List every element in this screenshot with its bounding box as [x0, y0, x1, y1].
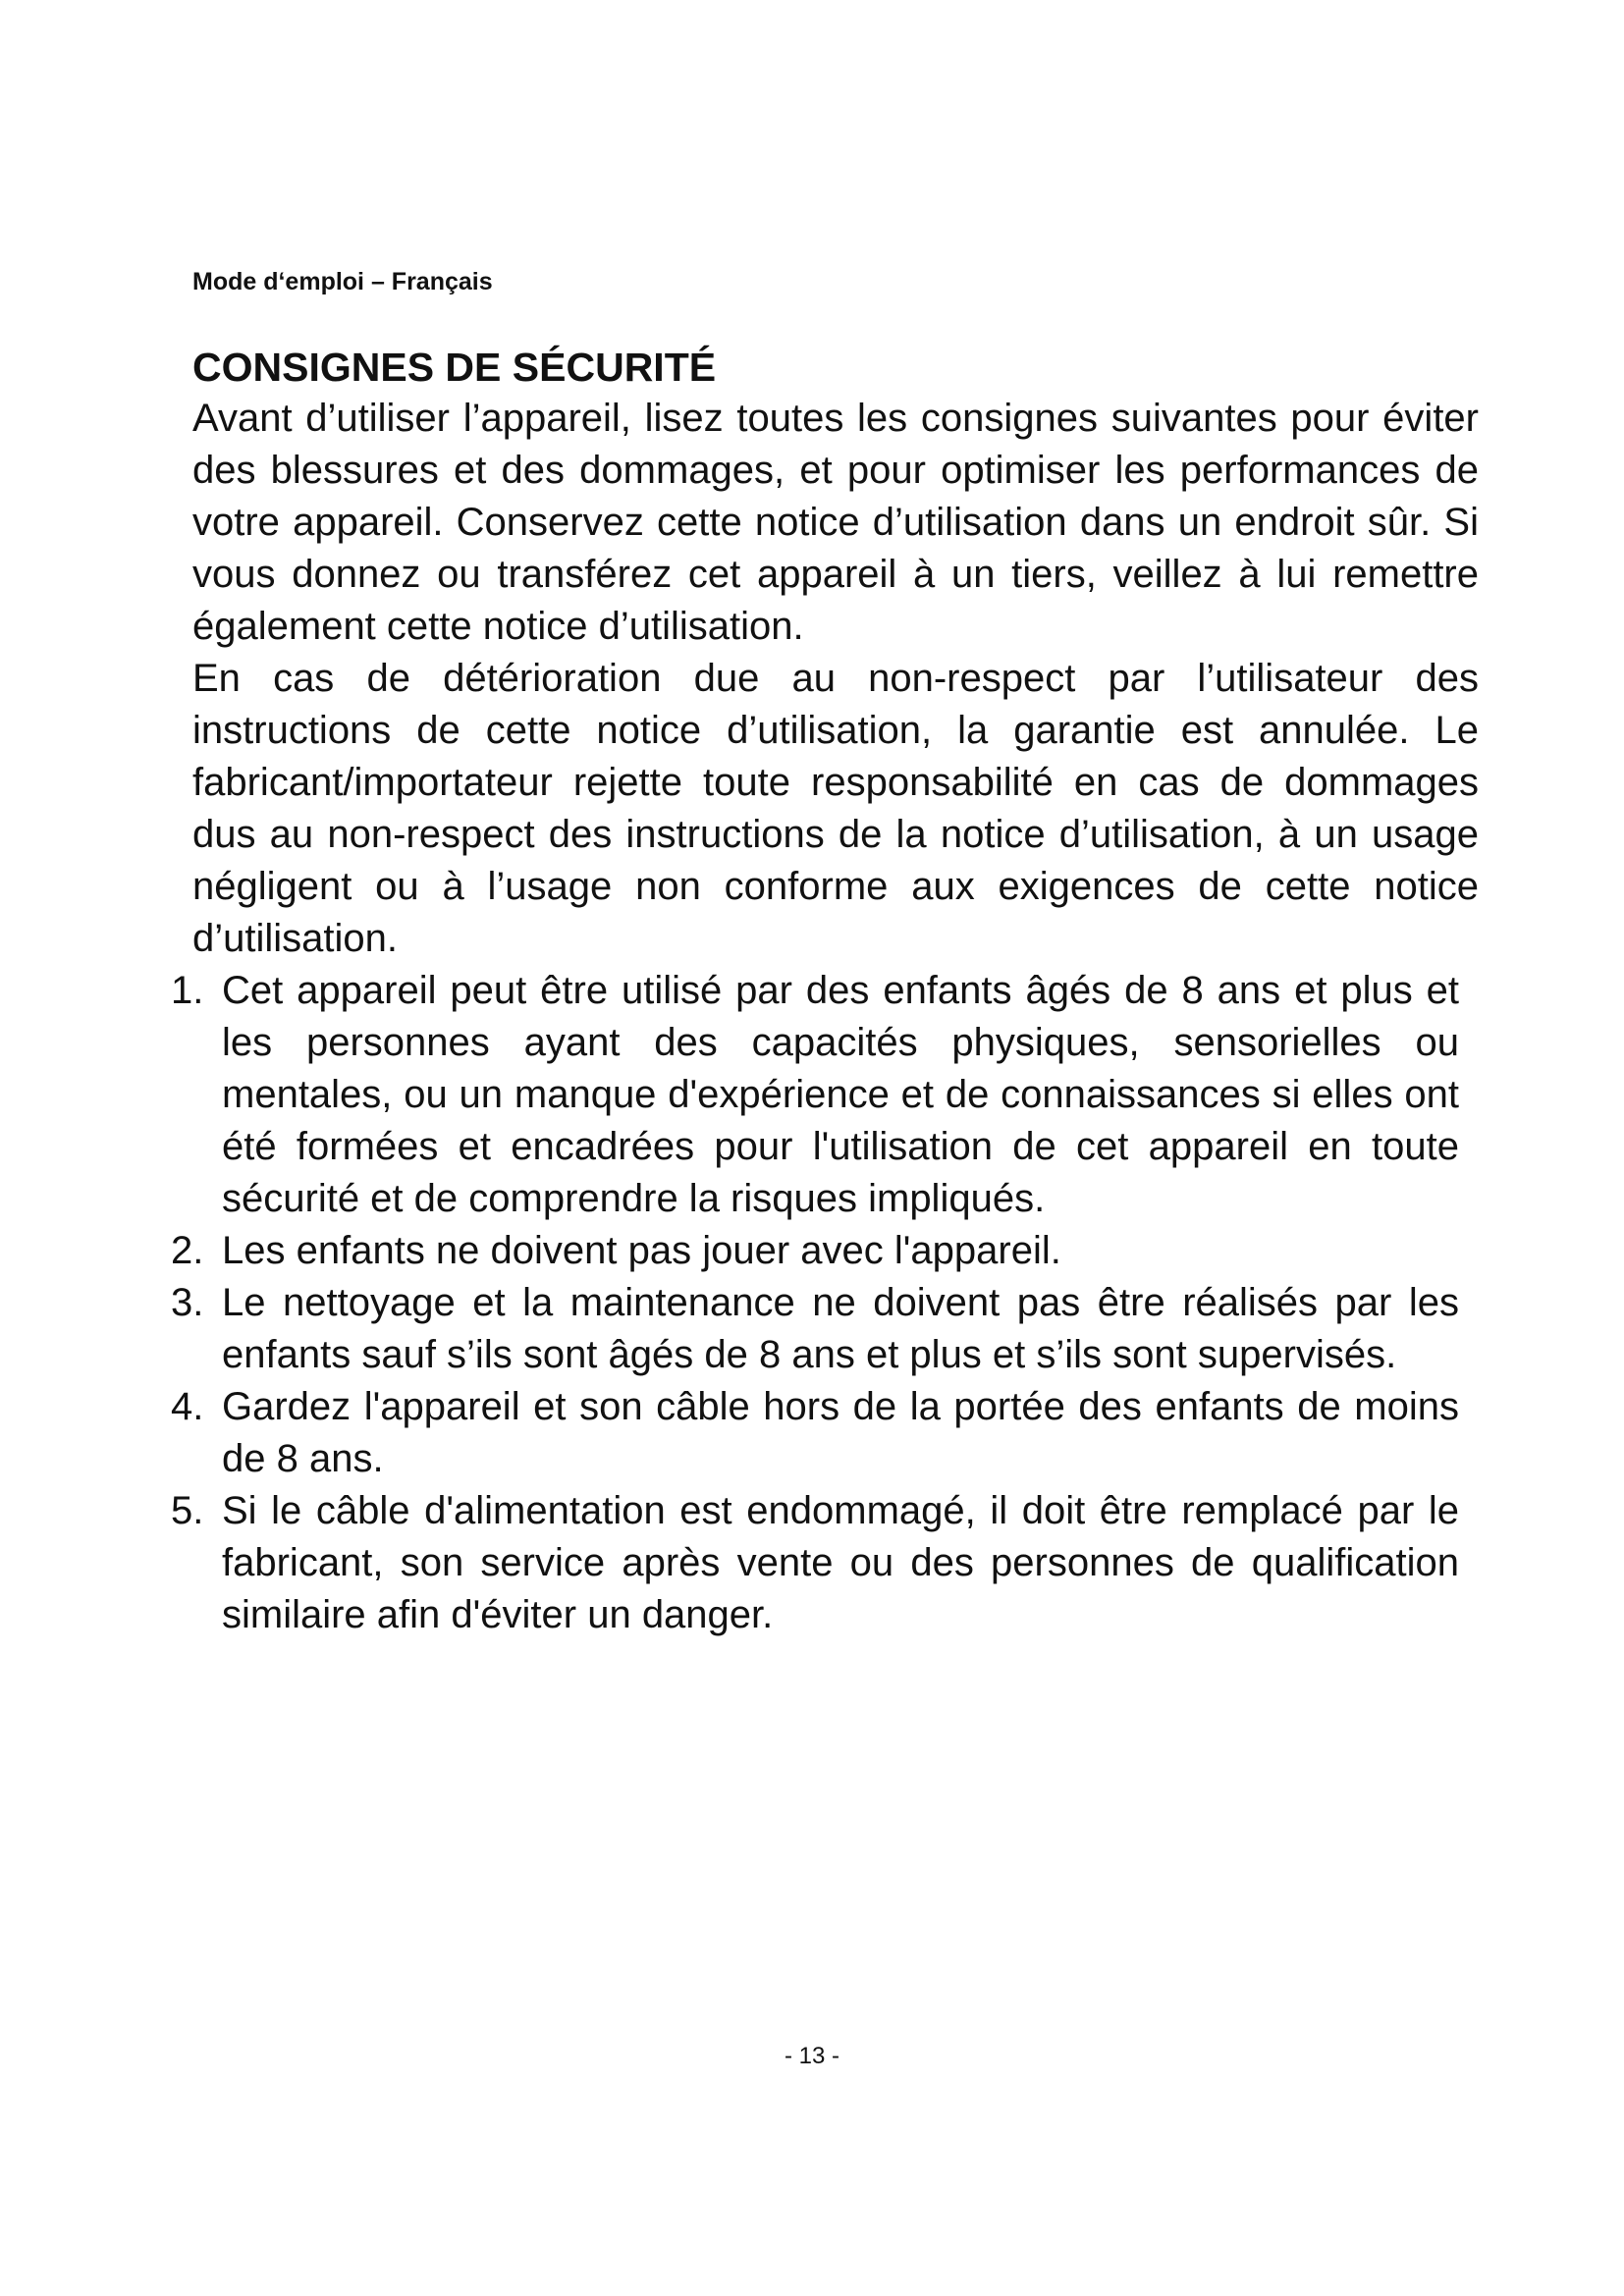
list-item	[171, 1277, 1479, 1381]
page-number: - 13 -	[784, 2043, 839, 2069]
list-item	[171, 965, 1479, 1225]
list-item-text: Si le câble d'alimentation est endommagé, il doit être remplacé par le fabricant, son service après vente ou des personnes de qualification similaire afin d'éviter un danger.	[222, 1489, 1459, 1636]
safety-instructions-list	[171, 965, 1479, 1641]
manual-page	[171, 265, 1479, 1641]
warranty-paragraph: En cas de détérioration due au non-respect par l’utilisateur des instructions de cette notice d’utilisation, la garantie est annulée. Le fabricant/importateur rejette toute responsabilité en cas de dommages dus au non-respect des instructions de la notice d’utilisation, à un usage négligent ou à l’usage non conforme aux exigences de cette notice d’utilisation.	[192, 657, 1479, 960]
list-item	[171, 1381, 1479, 1485]
section-title: CONSIGNES DE SÉCURITÉ	[192, 345, 717, 390]
list-item-text: Cet appareil peut être utilisé par des enfants âgés de 8 ans et plus et les personnes ayant des capacités physiques, sensorielles ou mentales, ou un manque d'expérience et de connaissances si elles ont été formées et encadrées pour l'utilisation de cet appareil en toute sécurité et de comprendre la risques impliqués.	[222, 969, 1459, 1220]
list-item	[171, 1485, 1479, 1641]
list-item-text: Les enfants ne doivent pas jouer avec l'appareil.	[222, 1229, 1061, 1272]
running-header: Mode d‘emploi – Français	[192, 268, 493, 295]
list-item-number: 5.	[171, 1489, 204, 1532]
list-item-number: 2.	[171, 1229, 204, 1272]
list-item-number: 4.	[171, 1385, 204, 1428]
intro-paragraph: Avant d’utiliser l’appareil, lisez toutes les consignes suivantes pour éviter des blessures et des dommages, et pour optimiser les performances de votre appareil. Conservez cette notice d’utilisation dans un endroit sûr. Si vous donnez ou transférez cet appareil à un tiers, veillez à lui remettre également cette notice d’utilisation.	[192, 397, 1479, 648]
list-item-text: Gardez l'appareil et son câble hors de la portée des enfants de moins de 8 ans.	[222, 1385, 1459, 1480]
list-item-text: Le nettoyage et la maintenance ne doivent pas être réalisés par les enfants sauf s’ils sont âgés de 8 ans et plus et s’ils sont supervisés.	[222, 1281, 1459, 1376]
list-item-number: 3.	[171, 1281, 204, 1324]
list-item-number: 1.	[171, 969, 204, 1012]
list-item	[171, 1225, 1479, 1277]
